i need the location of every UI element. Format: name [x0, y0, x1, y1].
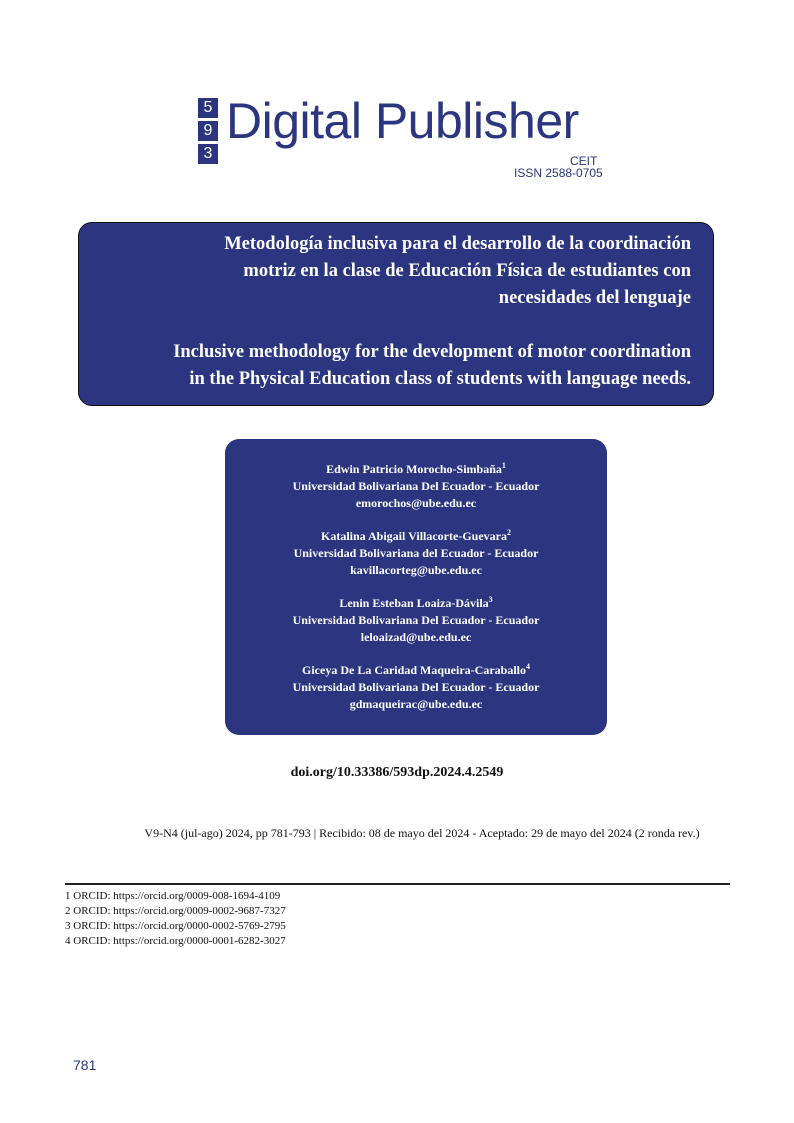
author-email[interactable]: gdmaqueirac@ube.edu.ec: [349, 697, 483, 711]
author-affiliation: Universidad Bolivariana Del Ecuador - Ecuador: [292, 613, 540, 627]
title-box: [78, 222, 714, 406]
author-name: Edwin Patricio Morocho-Simbaña: [326, 462, 502, 476]
author-name-line: [225, 662, 607, 679]
author-block: [225, 662, 607, 713]
author-block: [225, 528, 607, 579]
author-affiliation: Universidad Bolivariana Del Ecuador - Ecuador: [292, 680, 540, 694]
author-affiliation: Universidad Bolivariana del Ecuador - Ecuador: [293, 546, 539, 560]
author-footnote-mark: 3: [488, 595, 493, 604]
author-block: [225, 595, 607, 646]
issn-label: ISSN 2588-0705: [514, 166, 603, 180]
footnotes: [65, 889, 286, 949]
author-email[interactable]: kavillacorteg@ube.edu.ec: [350, 563, 482, 577]
logo-digit: 9: [198, 121, 218, 141]
page-number: 781: [73, 1057, 97, 1073]
author-affiliation: Universidad Bolivariana Del Ecuador - Ecuador: [292, 479, 540, 493]
title-english: [99, 339, 691, 393]
authors-box: [225, 439, 607, 735]
publication-meta: V9-N4 (jul-ago) 2024, pp 781-793 | Recibido: 08 de mayo del 2024 - Aceptado: 29 de mayo del 2024 (2 ronda rev.): [144, 826, 700, 840]
title-spanish-line: motriz en la clase de Educación Física de estudiantes con: [243, 261, 691, 281]
author-name-line: [225, 461, 607, 478]
author-footnote-mark: 1: [501, 461, 506, 470]
author-email[interactable]: leloaizad@ube.edu.ec: [360, 630, 472, 644]
title-english-line: in the Physical Education class of students with language needs.: [189, 369, 691, 389]
logo-digit: 5: [198, 98, 218, 118]
author-name: Lenin Esteban Loaiza-Dávila: [339, 596, 489, 610]
author-email[interactable]: emorochos@ube.edu.ec: [355, 496, 477, 510]
footnote-orcid: 3 ORCID: https://orcid.org/0000-0002-5769-2795: [65, 920, 286, 932]
logo-digits: [198, 98, 218, 167]
author-block: [225, 461, 607, 512]
title-spanish-line: Metodología inclusiva para el desarrollo de la coordinación: [224, 234, 691, 254]
footnote-divider: [65, 883, 730, 885]
footnote-orcid: 4 ORCID: https://orcid.org/0000-0001-6282-3027: [65, 935, 286, 947]
author-footnote-mark: 2: [507, 528, 511, 537]
logo-name: Digital Publisher: [226, 93, 579, 149]
author-name-line: [225, 595, 607, 612]
footnote-orcid: 2 ORCID: https://orcid.org/0009-0002-9687-7327: [65, 905, 286, 917]
author-name: Katalina Abigail Villacorte-Guevara: [321, 529, 507, 543]
author-footnote-mark: 4: [525, 662, 530, 671]
author-name: Giceya De La Caridad Maqueira-Caraballo: [302, 663, 526, 677]
logo-digit: 3: [198, 144, 218, 164]
journal-logo: [198, 93, 618, 180]
author-name-line: [225, 528, 607, 545]
title-spanish: [99, 231, 691, 312]
title-spanish-line: necesidades del lenguaje: [498, 288, 691, 308]
footnote-orcid: 1 ORCID: https://orcid.org/0009-008-1694-4109: [65, 890, 281, 902]
title-english-line: Inclusive methodology for the development of motor coordination: [173, 342, 691, 362]
doi-link[interactable]: doi.org/10.33386/593dp.2024.4.2549: [290, 765, 504, 780]
logo-ceit: CEIT: [570, 154, 598, 168]
